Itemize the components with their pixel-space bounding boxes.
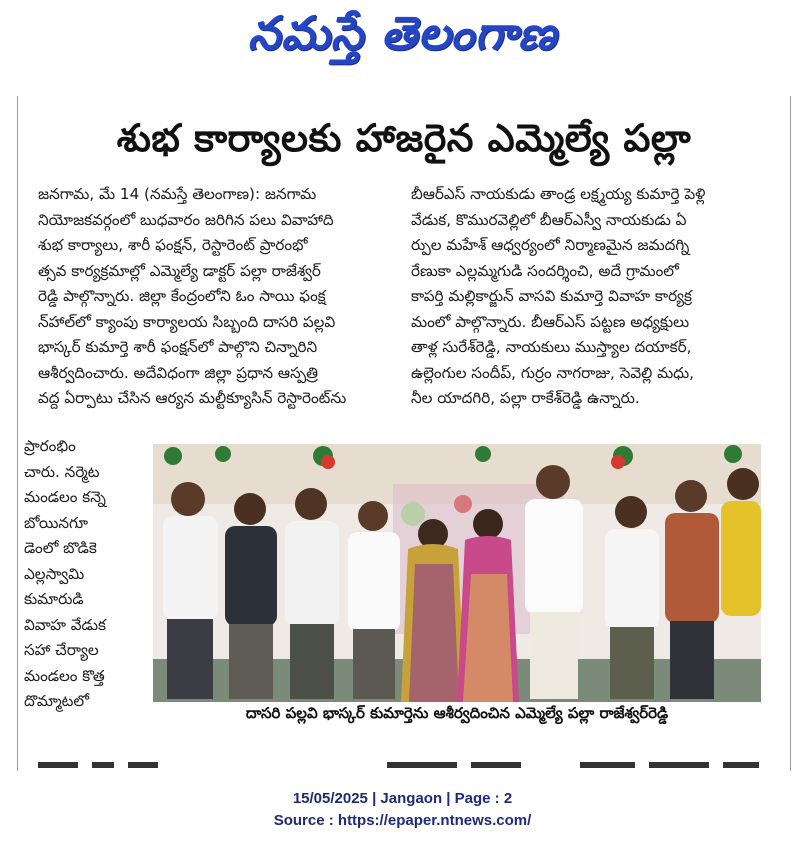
text-line: వివాహ వేడుక: [24, 615, 106, 634]
text-line: మంలో పాల్గొన్నారు. బీఆర్‌ఎస్ పట్టణ అధ్యక్షులు: [411, 312, 690, 331]
text-line: రేణుకా ఎల్లమ్మగుడి సందర్శించి, అదే గ్రామంలో: [411, 261, 679, 280]
photo-caption: దాసరి పల్లవి భాస్కర్ కుమార్తెను ఆశీర్వదించిన ఎమ్మెల్యే పల్లా రాజేశ్వర్‌రెడ్డి: [245, 704, 669, 722]
text-line: ఉల్లెంగుల సందీప్, గుర్రం నాగరాజు, సెవెల్లి మధు,: [411, 363, 694, 382]
text-line: త్సవ కార్యక్రమాల్లో ఎమ్మెల్యే డాక్టర్ పల్లా రాజేశ్వర్: [38, 261, 321, 280]
text-line: నీల యాదగిరి, పల్లా రాకేశ్‌రెడ్డి ఉన్నారు.: [411, 389, 640, 407]
text-line: శుభ కార్యాలు, శారీ ఫంక్షన్, రెస్టారెంట్ ప్రారంభో: [38, 236, 308, 254]
text-line: వేడుక, కొమురవెల్లిలో బీఆర్‌ఎస్వీ నాయకుడు ఏ: [411, 210, 687, 229]
edition-info: 15/05/2025 | Jangaon | Page : 2: [292, 790, 513, 807]
text-line: ప్రారంభిం: [24, 437, 76, 455]
clipped-next-line: [38, 754, 778, 771]
text-line: చారు. నర్మెట: [24, 462, 100, 481]
text-line: బీఆర్‌ఎస్ నాయకుడు తాండ్ర లక్ష్మయ్య కుమార్తె పెళ్లి: [411, 185, 706, 203]
text-line: న్‌హాల్‌లో క్యాంపు కార్యాలయ సిబ్బంది దాసరి పల్లవి: [38, 312, 336, 331]
masthead: [0, 0, 805, 72]
text-line: జనగామ, మే 14 (నమస్తే తెలంగాణ): జనగామ: [38, 185, 317, 203]
text-line: దొమ్మాటలో: [24, 692, 89, 710]
text-line: సహా చేర్యాల: [24, 641, 99, 659]
article-narrow-column: [24, 434, 150, 715]
text-line: రెడ్డి పాల్గొన్నారు. జిల్లా కేంద్రంలోని ఓం సాయి ఫంక్ష: [38, 287, 326, 305]
text-line: మండలం కొత్త: [24, 666, 105, 685]
text-line: తాళ్ల సురేశ్‌రెడ్డి, నాయకులు ముస్త్యాల దయాకర్,: [411, 338, 692, 356]
text-line: డెంలో బొడికె: [24, 539, 97, 557]
text-line: వద్ద ఏర్పాటు చేసిన ఆర్యన మల్టీక్యూసిన్ రెస్టారెంట్‌ను: [38, 389, 347, 407]
text-line: ఆశీర్వదించారు. అదేవిధంగా జిల్లా ప్రధాన ఆస్పత్రి: [38, 363, 319, 382]
group-photo-illustration: [153, 444, 761, 702]
text-line: ఎల్లస్వామి: [24, 564, 85, 583]
text-line: భాస్కర్ కుమార్తె శారీ ఫంక్షన్‌లో పాల్గొని చిన్నారిని: [38, 338, 318, 356]
text-line: కాపర్తి మల్లికార్జున్ వాసవి కుమార్తె వివాహ కార్యక్ర: [411, 287, 692, 305]
text-line: నియోజకవర్గంలో బుధవారం జరిగిన పలు వివాహాది: [38, 210, 334, 229]
article-headline: శుభ కార్యాలకు హాజరైన ఎమ్మెల్యే పల్లా: [116, 116, 692, 160]
text-line: బోయినగూ: [24, 513, 89, 532]
masthead-logo: నమస్తే తెలంగాణ: [247, 6, 558, 60]
text-line: ర్పుల మహేశ్ ఆధ్వర్యంలో నిర్మాణమైన జమదగ్ని: [411, 236, 690, 254]
text-line: మండలం కన్నె: [24, 488, 106, 506]
source-link[interactable]: Source : https://epaper.ntnews.com/: [273, 812, 532, 829]
news-clipping: [17, 96, 791, 771]
text-line: కుమారుడి: [24, 590, 84, 608]
article-left-column: [38, 182, 413, 412]
article-right-column: [411, 182, 781, 412]
news-photo: [153, 444, 761, 702]
